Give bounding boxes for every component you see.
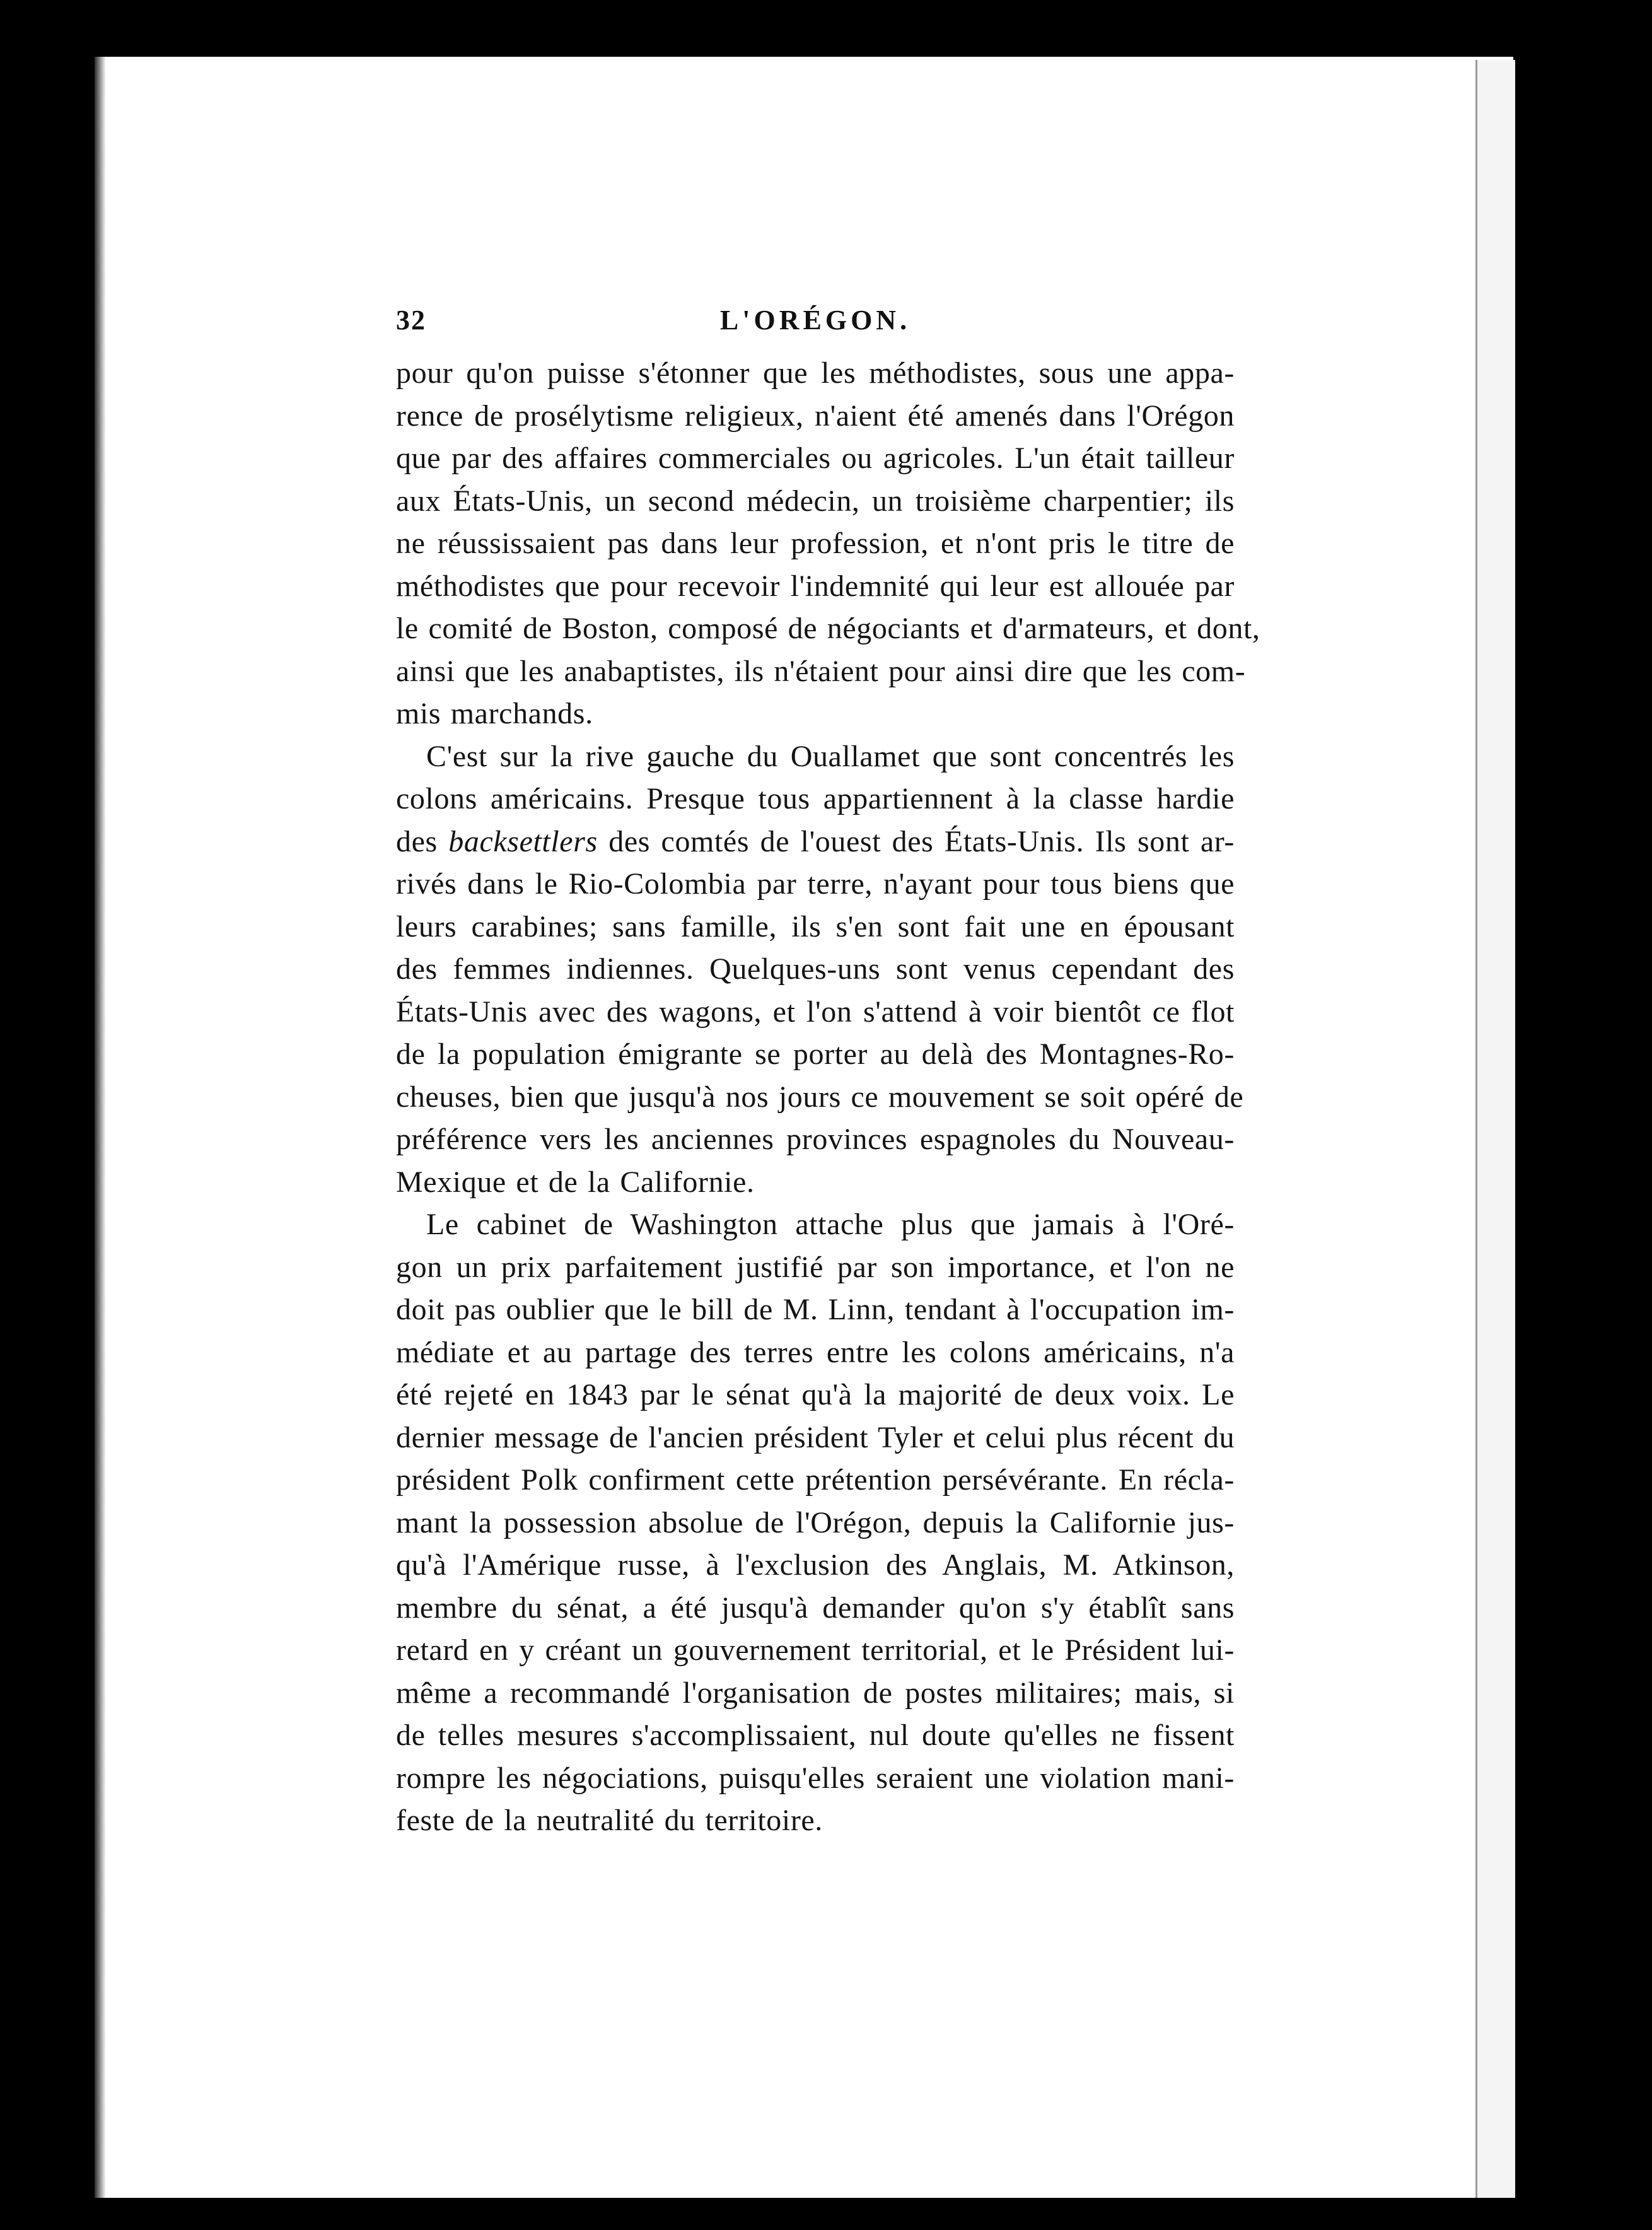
text-line: dernier message de l'ancien président Tyler et celui plus récent du — [396, 1420, 1235, 1454]
text-line: que par des affaires commerciales ou agricoles. L'un était tailleur — [396, 441, 1235, 475]
text-line: ne réussissaient pas dans leur profession, et n'ont pris le titre de — [396, 527, 1235, 560]
paragraph-start: Le cabinet de Washington attache plus que jamais à l'Oré- — [426, 1208, 1235, 1241]
adjacent-page-edge — [1477, 60, 1515, 2198]
page-gutter-shadow — [95, 57, 106, 2198]
text-line: rence de prosélytisme religieux, n'aient été amenés dans l'Orégon — [396, 399, 1235, 433]
page-fold-line — [1475, 60, 1477, 2198]
text-line: retard en y créant un gouvernement territorial, et le Président lui- — [396, 1633, 1235, 1667]
text-line: de telles mesures s'accomplissaient, nul doute qu'elles ne fissent — [396, 1719, 1235, 1752]
text-line: même a recommandé l'organisation de postes militaires; mais, si — [396, 1676, 1235, 1710]
running-title: L'ORÉGON. — [719, 305, 911, 336]
page-number: 32 — [396, 305, 426, 336]
text-line: États-Unis avec des wagons, et l'on s'attend à voir bientôt ce flot — [396, 995, 1235, 1029]
text-line: préférence vers les anciennes provinces espagnoles du Nouveau- — [396, 1123, 1235, 1156]
text-line: qu'à l'Amérique russe, à l'exclusion des Anglais, M. Atkinson, — [396, 1548, 1235, 1582]
text-line: rompre les négociations, puisqu'elles seraient une violation mani- — [396, 1761, 1235, 1795]
running-head — [396, 304, 1235, 348]
text-line: été rejeté en 1843 par le sénat qu'à la majorité de deux voix. Le — [396, 1378, 1235, 1411]
text-line: gon un prix parfaitement justifié par son importance, et l'on ne — [396, 1250, 1235, 1284]
text-line: méthodistes que pour recevoir l'indemnité qui leur est allouée par — [396, 569, 1235, 603]
text-line: de la population émigrante se porter au delà des Montagnes-Ro- — [396, 1037, 1235, 1071]
text-line: membre du sénat, a été jusqu'à demander qu'on s'y établît sans — [396, 1591, 1235, 1625]
text-line: ainsi que les anabaptistes, ils n'étaient pour ainsi dire que les com- — [396, 654, 1246, 688]
text-line: aux États-Unis, un second médecin, un troisième charpentier; ils — [396, 484, 1235, 518]
text-line: pour qu'on puisse s'étonner que les méthodistes, sous une appa- — [396, 356, 1235, 390]
text-line: cheuses, bien que jusqu'à nos jours ce mouvement se soit opéré de — [396, 1080, 1244, 1114]
text-line: mant la possession absolue de l'Orégon, depuis la Californie jus- — [396, 1505, 1235, 1539]
text-line: des femmes indiennes. Quelques-uns sont venus cependant des — [396, 952, 1235, 986]
text-line: le comité de Boston, composé de négociants et d'armateurs, et dont, — [396, 612, 1260, 645]
text-line: feste de la neutralité du territoire. — [396, 1804, 823, 1837]
text-line: colons américains. Presque tous appartiennent à la classe hardie — [396, 782, 1235, 815]
text-line: doit pas oublier que le bill de M. Linn, tendant à l'occupation im- — [396, 1293, 1235, 1326]
text-line: président Polk confirment cette prétention persévérante. En récla- — [396, 1463, 1235, 1497]
text-line: médiate et au partage des terres entre les colons américains, n'a — [396, 1335, 1235, 1369]
emphasized-term: backsettlers — [448, 824, 598, 858]
text-line: Mexique et de la Californie. — [396, 1165, 755, 1199]
body-text — [396, 352, 1260, 1842]
text-line: rivés dans le Rio-Colombia par terre, n'ayant pour tous biens que — [396, 867, 1235, 901]
text-line: mis marchands. — [396, 697, 593, 730]
text-line: des backsettlers des comtés de l'ouest des États-Unis. Ils sont ar- — [396, 824, 1235, 858]
text-line: leurs carabines; sans famille, ils s'en sont fait une en épousant — [396, 909, 1235, 943]
paragraph-start: C'est sur la rive gauche du Ouallamet que sont concentrés les — [426, 739, 1235, 773]
